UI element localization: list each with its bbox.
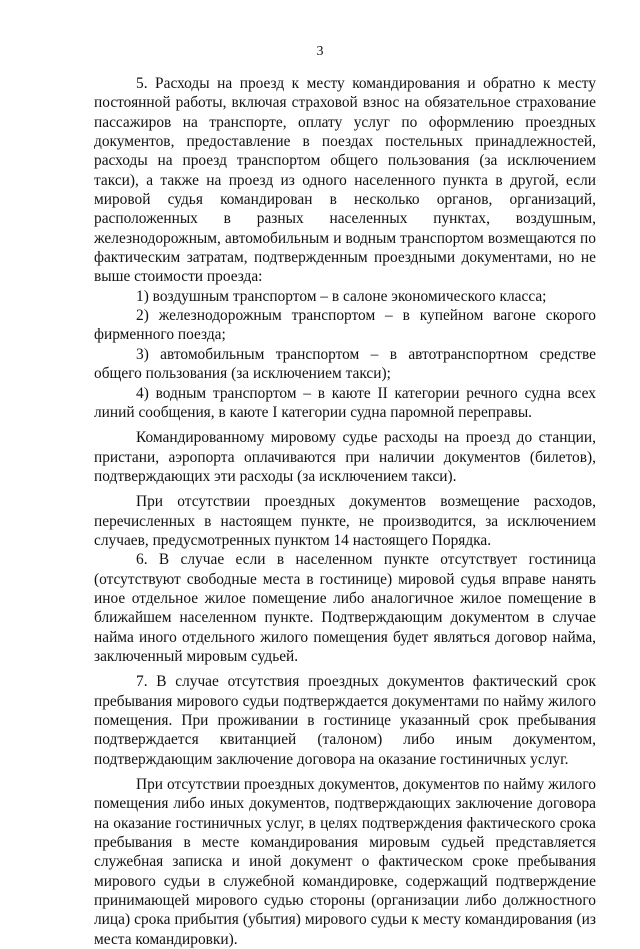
paragraph-5-item-2: 2) железнодорожным транспортом – в купейном вагоне скорого фирменного поезда; [94,307,596,344]
paragraph-5-no-documents: При отсутствии проездных документов возмещение расходов, перечисленных в настоящем пункте, не производится, за исключением случаев, предусмотренных пунктом 14 настоящего Порядка. [94,493,596,549]
document-body [94,74,596,949]
paragraph-5-station-expenses: Командированному мировому судье расходы на проезд до станции, пристани, аэропорта оплачиваются при наличии документов (билетов), подтверждающих эти расходы (за исключением такси). [94,429,596,485]
paragraph-5: 5. Расходы на проезд к месту командирования и обратно к месту постоянной работы, включая страховой взнос на обязательное страхование пассажиров на транспорте, оплату услуг по оформлению проездных документов, предоставление в поездах постельных принадлежностей, расходы на проезд транспортом общего пользования (за исключением такси), а также на проезд из одного населенного пункта в другой, если мировой судья командирован в несколько органов, организаций, расположенных в разных населенных пунктах, воздушным, железнодорожным, автомобильным и водным транспортом возмещаются по фактическим затратам, подтвержденным проездными документами, но не выше стоимости проезда: [94,75,596,286]
paragraph-7: 7. В случае отсутствия проездных документов фактический срок пребывания мирового судьи подтверждается документами по найму жилого помещения. При проживании в гостинице указанный срок пребывания подтверждается квитанцией (талоном) либо иным документом, подтверждающим заключение договора на оказание гостиничных услуг. [94,673,596,768]
page-number: 3 [316,44,324,59]
paragraph-5-item-4: 4) водным транспортом – в каюте II категории речного судна всех линий сообщения, в каюте I категории судна паромной переправы. [94,384,596,421]
paragraph-7-memo: При отсутствии проездных документов, документов по найму жилого помещения либо иных документов, подтверждающих заключение договора на оказание гостиничных услуг, в целях подтверждения фактического срока пребывания в месте командирования мировым судьей представляется служебная записка и иной документ о фактическом сроке пребывания мирового судьи в служебной командировке, содержащий подтверждение принимающей мирового судью стороны (организации либо должностного лица) срока прибытия (убытия) мирового судьи к месту командирования (из места командировки). [94,776,596,948]
paragraph-5-item-3: 3) автомобильным транспортом – в автотранспортном средстве общего пользования (за исключением такси); [94,345,596,383]
paragraph-6: 6. В случае если в населенном пункте отсутствует гостиница (отсутствуют свободные места в гостинице) мировой судья вправе нанять иное отдельное жилое помещение либо аналогичное жилое помещение в ближайшем населенном пункте. Подтверждающим документом в случае найма иного отдельного жилого помещения будет являться договор найма, заключенный мировым судьей. [94,551,596,665]
paragraph-5-item-1: 1) воздушным транспортом – в салоне экономического класса; [136,287,547,305]
